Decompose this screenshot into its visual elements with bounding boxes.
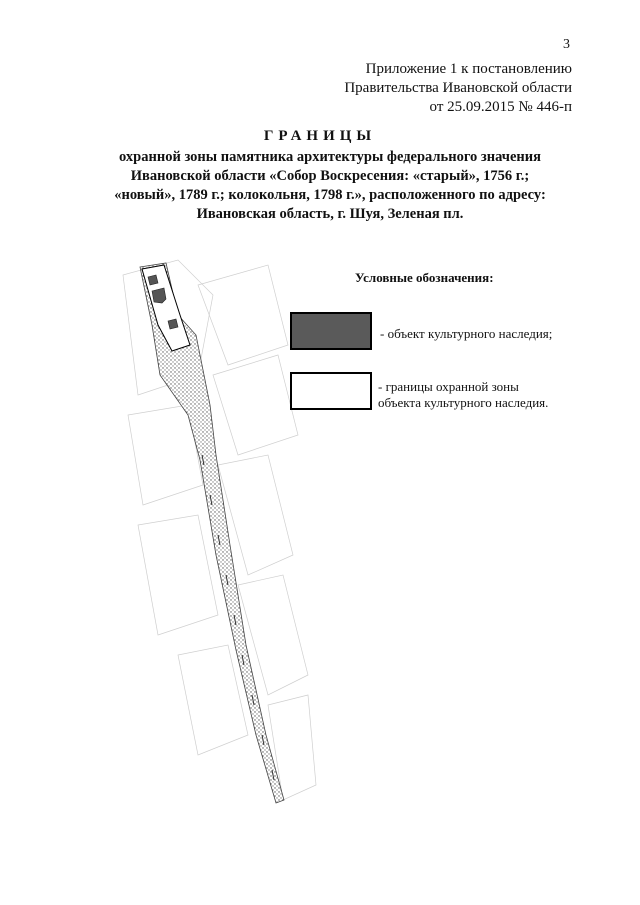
page-number: 3 xyxy=(563,37,570,52)
legend-swatch-heritage xyxy=(290,312,372,350)
subtitle-line: Ивановской области «Собор Воскресения: «старый», 1756 г.; xyxy=(130,168,530,184)
subtitle-line: «новый», 1789 г.; колокольня, 1798 г.», расположенного по адресу: xyxy=(114,187,546,203)
legend-label-line: - границы охранной зоны xyxy=(378,379,519,394)
annex-line: от 25.09.2015 № 446-п xyxy=(429,99,572,115)
legend-swatch-zone xyxy=(290,372,372,410)
protection-zone-strip xyxy=(140,263,284,803)
subtitle-line: Ивановская область, г. Шуя, Зеленая пл. xyxy=(196,206,464,222)
document-title: ГРАНИЦЫ xyxy=(263,128,377,144)
legend-label-zone xyxy=(378,379,548,411)
legend-label-heritage: - объект культурного наследия; xyxy=(380,326,553,341)
annex-line: Приложение 1 к постановлению xyxy=(365,61,572,77)
zone-map xyxy=(118,255,318,815)
annex-header xyxy=(344,60,572,117)
document-subtitle xyxy=(60,148,600,224)
annex-line: Правительства Ивановской области xyxy=(344,80,572,96)
legend-label-line: объекта культурного наследия. xyxy=(378,395,549,410)
subtitle-line: охранной зоны памятника архитектуры федерального значения xyxy=(119,149,541,165)
legend-title: Условные обозначения: xyxy=(355,270,494,285)
